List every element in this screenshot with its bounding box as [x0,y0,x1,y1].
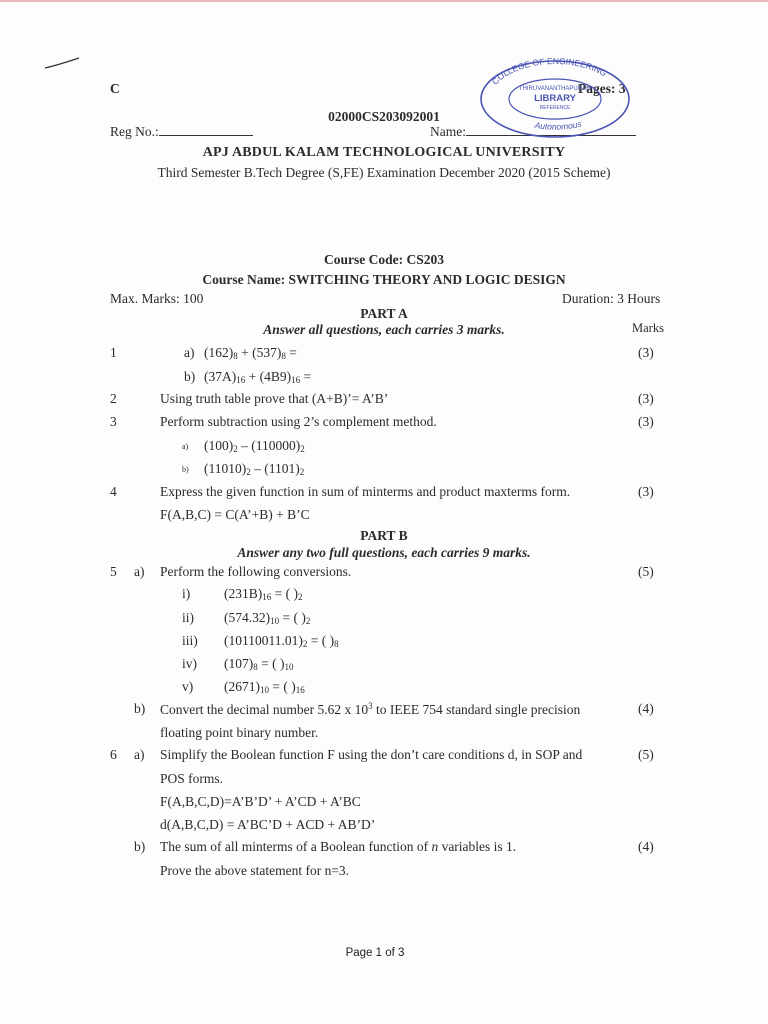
conv-i-label: i) [182,586,191,601]
q6a-line1: Simplify the Boolean function F using the don’t care conditions d, in SOP and [160,747,583,762]
q1-number: 1 [110,345,117,360]
conv-iii-label: iii) [182,633,198,648]
q3-number: 3 [110,414,117,429]
q1b-label: b) [184,369,196,384]
stamp-line1: THIRUVANANTHAPURAM [518,86,592,92]
q4-marks: (3) [638,484,654,499]
q6a-line2: POS forms. [160,771,224,786]
part-b-instruction: Answer any two full questions, each carries 9 marks. [237,545,531,560]
q6a-function-d: d(A,B,C,D) = A’BC’D + ACD + AB’D’ [160,817,376,832]
q6b-line1: The sum of all minterms of a Boolean function of n variables is 1. [160,839,517,854]
course-name: Course Name: SWITCHING THEORY AND LOGIC DESIGN [202,272,566,287]
name-label: Name: [430,124,466,139]
q1b-expression: $(37A)_{16} + (4B9)_{16}$ = [204,369,312,385]
reg-no-field [110,123,253,140]
marks-header: Marks [632,321,664,335]
q4-number: 4 [110,484,117,499]
q1a-label: a) [184,345,195,360]
q6a-marks: (5) [638,747,654,762]
part-a-instruction: Answer all questions, each carries 3 marks. [263,322,505,337]
q1a-expression: $(162)_8 + (537)_8$ = [204,345,297,361]
page-footer: Page 1 of 3 [345,947,405,959]
q6-number: 6 [110,747,117,762]
q4-text: Express the given function in sum of minterms and product maxterms form. [160,484,571,499]
part-b-title: PART B [360,528,408,543]
q1-marks: (3) [638,345,654,360]
part-a-title: PART A [360,306,408,321]
q3b-label: b) [182,465,189,474]
max-marks: Max. Marks: 100 [110,291,204,306]
stamp-ring-text: COLLEGE OF ENGINEERING [489,56,609,87]
q6b-marks: (4) [638,839,654,854]
page-count: Pages: 3 [578,81,626,96]
q5a-marks: (5) [638,564,654,579]
q3-text: Perform subtraction using 2’s complement method. [160,414,437,429]
q2-text: Using truth table prove that (A+B)’= A’B’ [160,391,389,406]
conv-i: $(231B)_{16}$ = ( )$_2$ [224,586,303,602]
conv-iii: $(10110011.01)_2$ = ( )$_8$ [224,633,339,649]
q5b-marks: (4) [638,701,654,716]
exam-title: Third Semester B.Tech Degree (S,FE) Examination December 2020 (2015 Scheme) [157,165,611,180]
conv-ii: $(574.32)_{10}$ = ( )$_2$ [224,610,311,626]
q2-number: 2 [110,391,117,406]
q2-marks: (3) [638,391,654,406]
reg-no-blank [159,123,253,136]
conv-v-label: v) [182,679,194,694]
q4-function: F(A,B,C) = C(A’+B) + B’C [160,507,310,522]
q3-marks: (3) [638,414,654,429]
q6b-label: b) [134,839,146,854]
q3a-expression: $(100)_2 - (110000)_2$ [204,438,305,454]
q6b-line2: Prove the above statement for n=3. [160,863,350,878]
conv-iv-label: iv) [182,656,197,671]
series-code: C [110,81,120,96]
q5a-text: Perform the following conversions. [160,564,352,579]
q3a-label: a) [182,442,189,451]
stamp-bottom-text: Autonomous [534,118,583,132]
conv-v: $(2671)_{10}$ = ( )$_{16}$ [224,679,305,695]
course-code: Course Code: CS203 [324,252,444,267]
q5b-line2: floating point binary number. [160,725,319,740]
q6a-label: a) [134,747,145,762]
reg-no-label: Reg No.: [110,124,159,139]
q3b-expression: $(11010)_2 - (1101)_2$ [204,461,305,477]
conv-iv: $(107)_8$ = ( )$_{10}$ [224,656,294,672]
stamp-line2: LIBRARY [534,93,576,104]
q5-number: 5 [110,564,117,579]
pen-mark [44,56,80,70]
stamp-line3: REFERENCE [539,105,571,111]
duration: Duration: 3 Hours [562,291,661,306]
university-name: APJ ABDUL KALAM TECHNOLOGICAL UNIVERSITY [202,145,566,160]
top-edge-line [0,0,768,2]
q5a-label: a) [134,564,145,579]
q5b-line1: Convert the decimal number 5.62 x $10^3$ to IEEE 754 standard single precision [160,701,581,717]
q6a-function-f: F(A,B,C,D)=A’B’D’ + A’CD + A’BC [160,794,361,809]
library-stamp [476,56,634,140]
paper-code: 02000CS203092001 [328,109,440,124]
q5b-label: b) [134,701,146,716]
conv-ii-label: ii) [182,610,194,625]
